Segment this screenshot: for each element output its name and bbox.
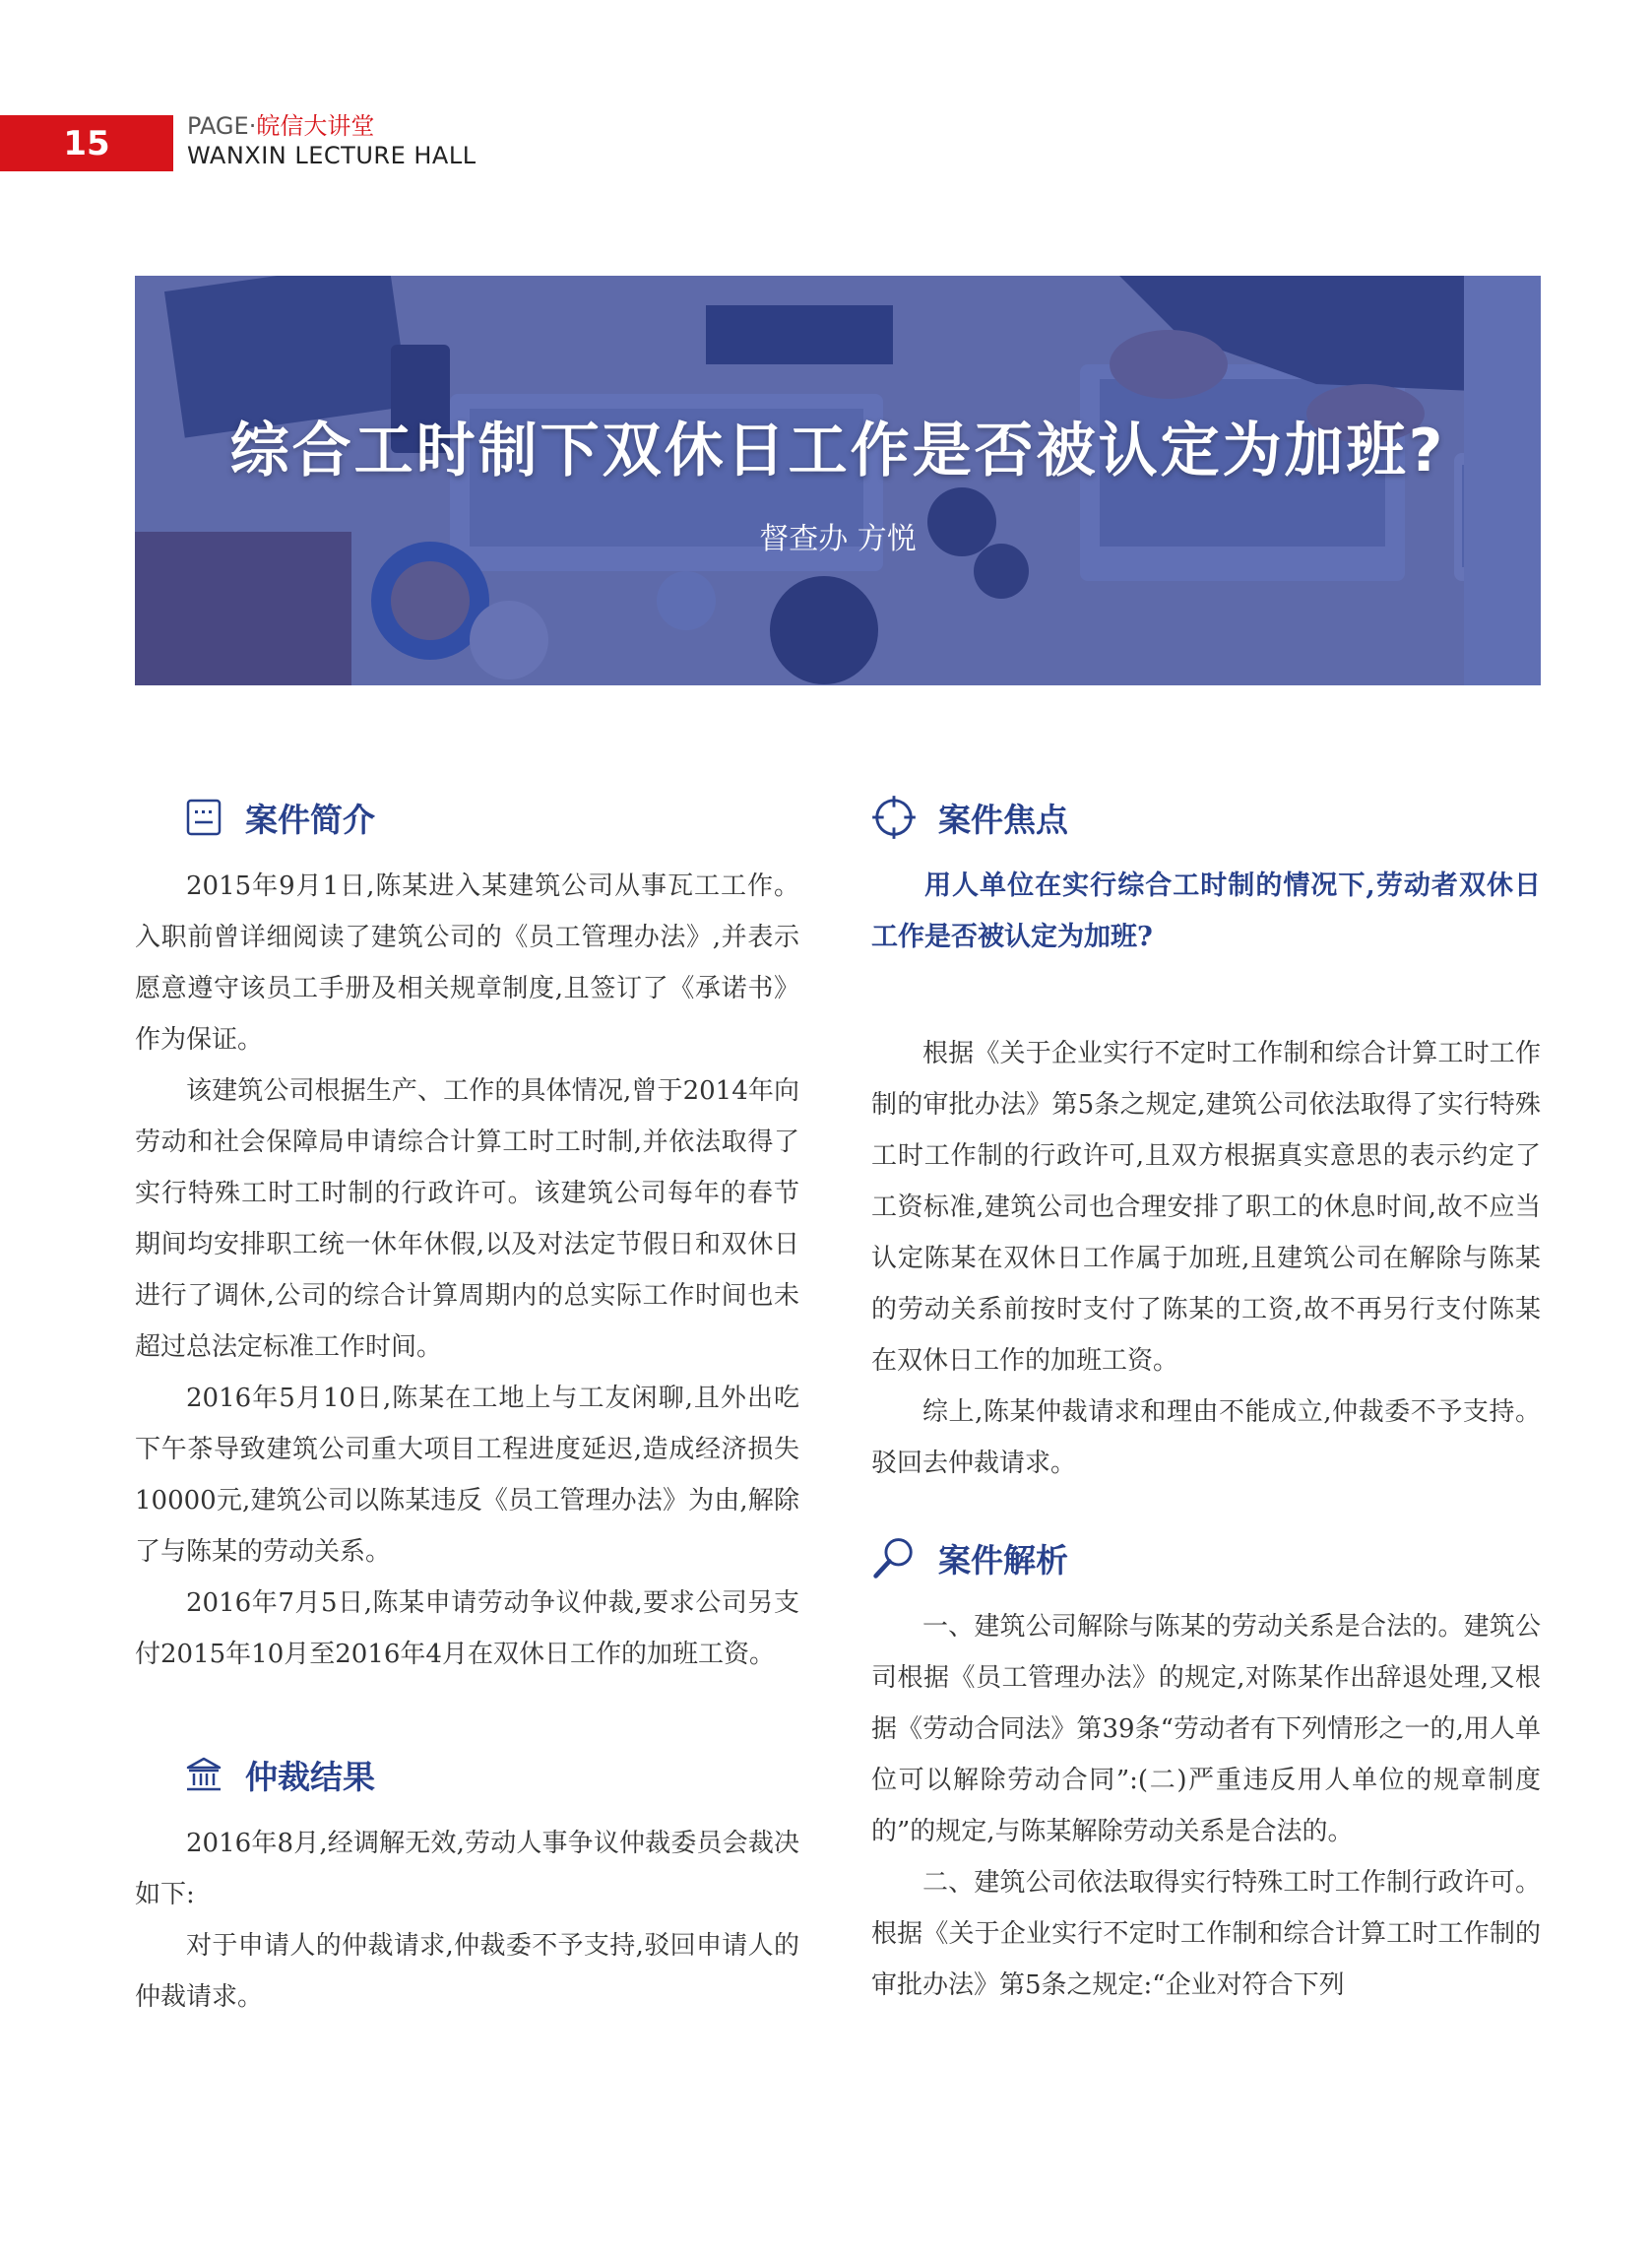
intro-paragraph: 2016年7月5日,陈某申请劳动争议仲裁,要求公司另支付2015年10月至2016年4月在双休日工作的加班工资。 bbox=[135, 1588, 799, 1669]
focus-question: 用人单位在实行综合工时制的情况下,劳动者双休日工作是否被认定为加班? bbox=[871, 871, 1541, 952]
analysis-paragraph: 一、建筑公司解除与陈某的劳动关系是合法的。建筑公司根据《员工管理办法》的规定,对陈某作出辞退处理,又根据《劳动合同法》第39条“劳动者有下列情形之一的,用人单位可以解除劳动合同”:(二)严重违反用人单位的规章制度的”的规定,与陈某解除劳动关系是合法的。 bbox=[871, 1612, 1541, 1846]
arbitration-paragraph: 对于申请人的仲裁请求,仲裁委不予支持,驳回申请人的仲裁请求。 bbox=[135, 1931, 799, 2012]
article-title: 综合工时制下双休日工作是否被认定为加班? bbox=[229, 417, 1446, 485]
section-focus-title: 案件焦点 bbox=[938, 800, 1068, 839]
courthouse-icon bbox=[184, 1755, 223, 1794]
magnifier-icon bbox=[871, 1535, 917, 1580]
right-column bbox=[871, 788, 1541, 2011]
left-column bbox=[135, 788, 799, 2023]
intro-paragraph: 2015年9月1日,陈某进入某建筑公司从事瓦工工作。入职前曾详细阅读了建筑公司的《员工管理办法》,并表示愿意遵守该员工手册及相关规章制度,且签订了《承诺书》作为保证。 bbox=[135, 871, 799, 1055]
section-intro-title: 案件简介 bbox=[245, 800, 375, 839]
article-author: 督查办 方悦 bbox=[759, 522, 917, 556]
page-label: PAGE bbox=[187, 112, 249, 140]
document-icon bbox=[184, 798, 223, 837]
focus-paragraph: 根据《关于企业实行不定时工作制和综合计算工时工作制的审批办法》第5条之规定,建筑公司依法取得了实行特殊工时工作制的行政许可,且双方根据真实意思的表示约定了工资标准,建筑公司也合理安排了职工的休息时间,故不应当认定陈某在双休日工作属于加班,且建筑公司在解除与陈某的劳动关系前按时支付了陈某的工资,故不再另行支付陈某在双休日工作的加班工资。 bbox=[871, 1039, 1541, 1376]
crosshair-icon bbox=[871, 795, 917, 840]
page-number: 15 bbox=[0, 115, 173, 171]
column-header bbox=[187, 111, 477, 170]
section-focus-heading bbox=[871, 788, 1541, 847]
section-arbitration-title: 仲裁结果 bbox=[245, 1757, 375, 1796]
section-intro-heading bbox=[135, 788, 799, 847]
arbitration-paragraph: 2016年8月,经调解无效,劳动人事争议仲裁委员会裁决如下: bbox=[135, 1829, 799, 1909]
section-analysis-title: 案件解析 bbox=[938, 1540, 1068, 1580]
intro-paragraph: 该建筑公司根据生产、工作的具体情况,曾于2014年向劳动和社会保障局申请综合计算工时工时制,并依法取得了实行特殊工时工时制的行政许可。该建筑公司每年的春节期间均安排职工统一休年休假,以及对法定节假日和双休日进行了调休,公司的综合计算周期内的总实际工作时间也未超过总法定标准工作时间。 bbox=[135, 1076, 799, 1362]
section-arbitration-heading bbox=[135, 1745, 799, 1804]
header-dot: · bbox=[248, 112, 257, 140]
column-name: 皖信大讲堂 bbox=[256, 112, 375, 140]
analysis-paragraph: 二、建筑公司依法取得实行特殊工时工作制行政许可。根据《关于企业实行不定时工作制和综合计算工时工作制的审批办法》第5条之规定:“企业对符合下列 bbox=[871, 1868, 1541, 2000]
title-banner bbox=[135, 276, 1541, 685]
section-analysis-heading bbox=[871, 1528, 1541, 1587]
column-name-en: WANXIN LECTURE HALL bbox=[187, 142, 477, 169]
intro-paragraph: 2016年5月10日,陈某在工地上与工友闲聊,且外出吃下午茶导致建筑公司重大项目工程进度延迟,造成经济损失10000元,建筑公司以陈某违反《员工管理办法》为由,解除了与陈某的劳动关系。 bbox=[135, 1384, 799, 1567]
focus-paragraph: 综上,陈某仲裁请求和理由不能成立,仲裁委不予支持。驳回去仲裁请求。 bbox=[871, 1397, 1541, 1478]
